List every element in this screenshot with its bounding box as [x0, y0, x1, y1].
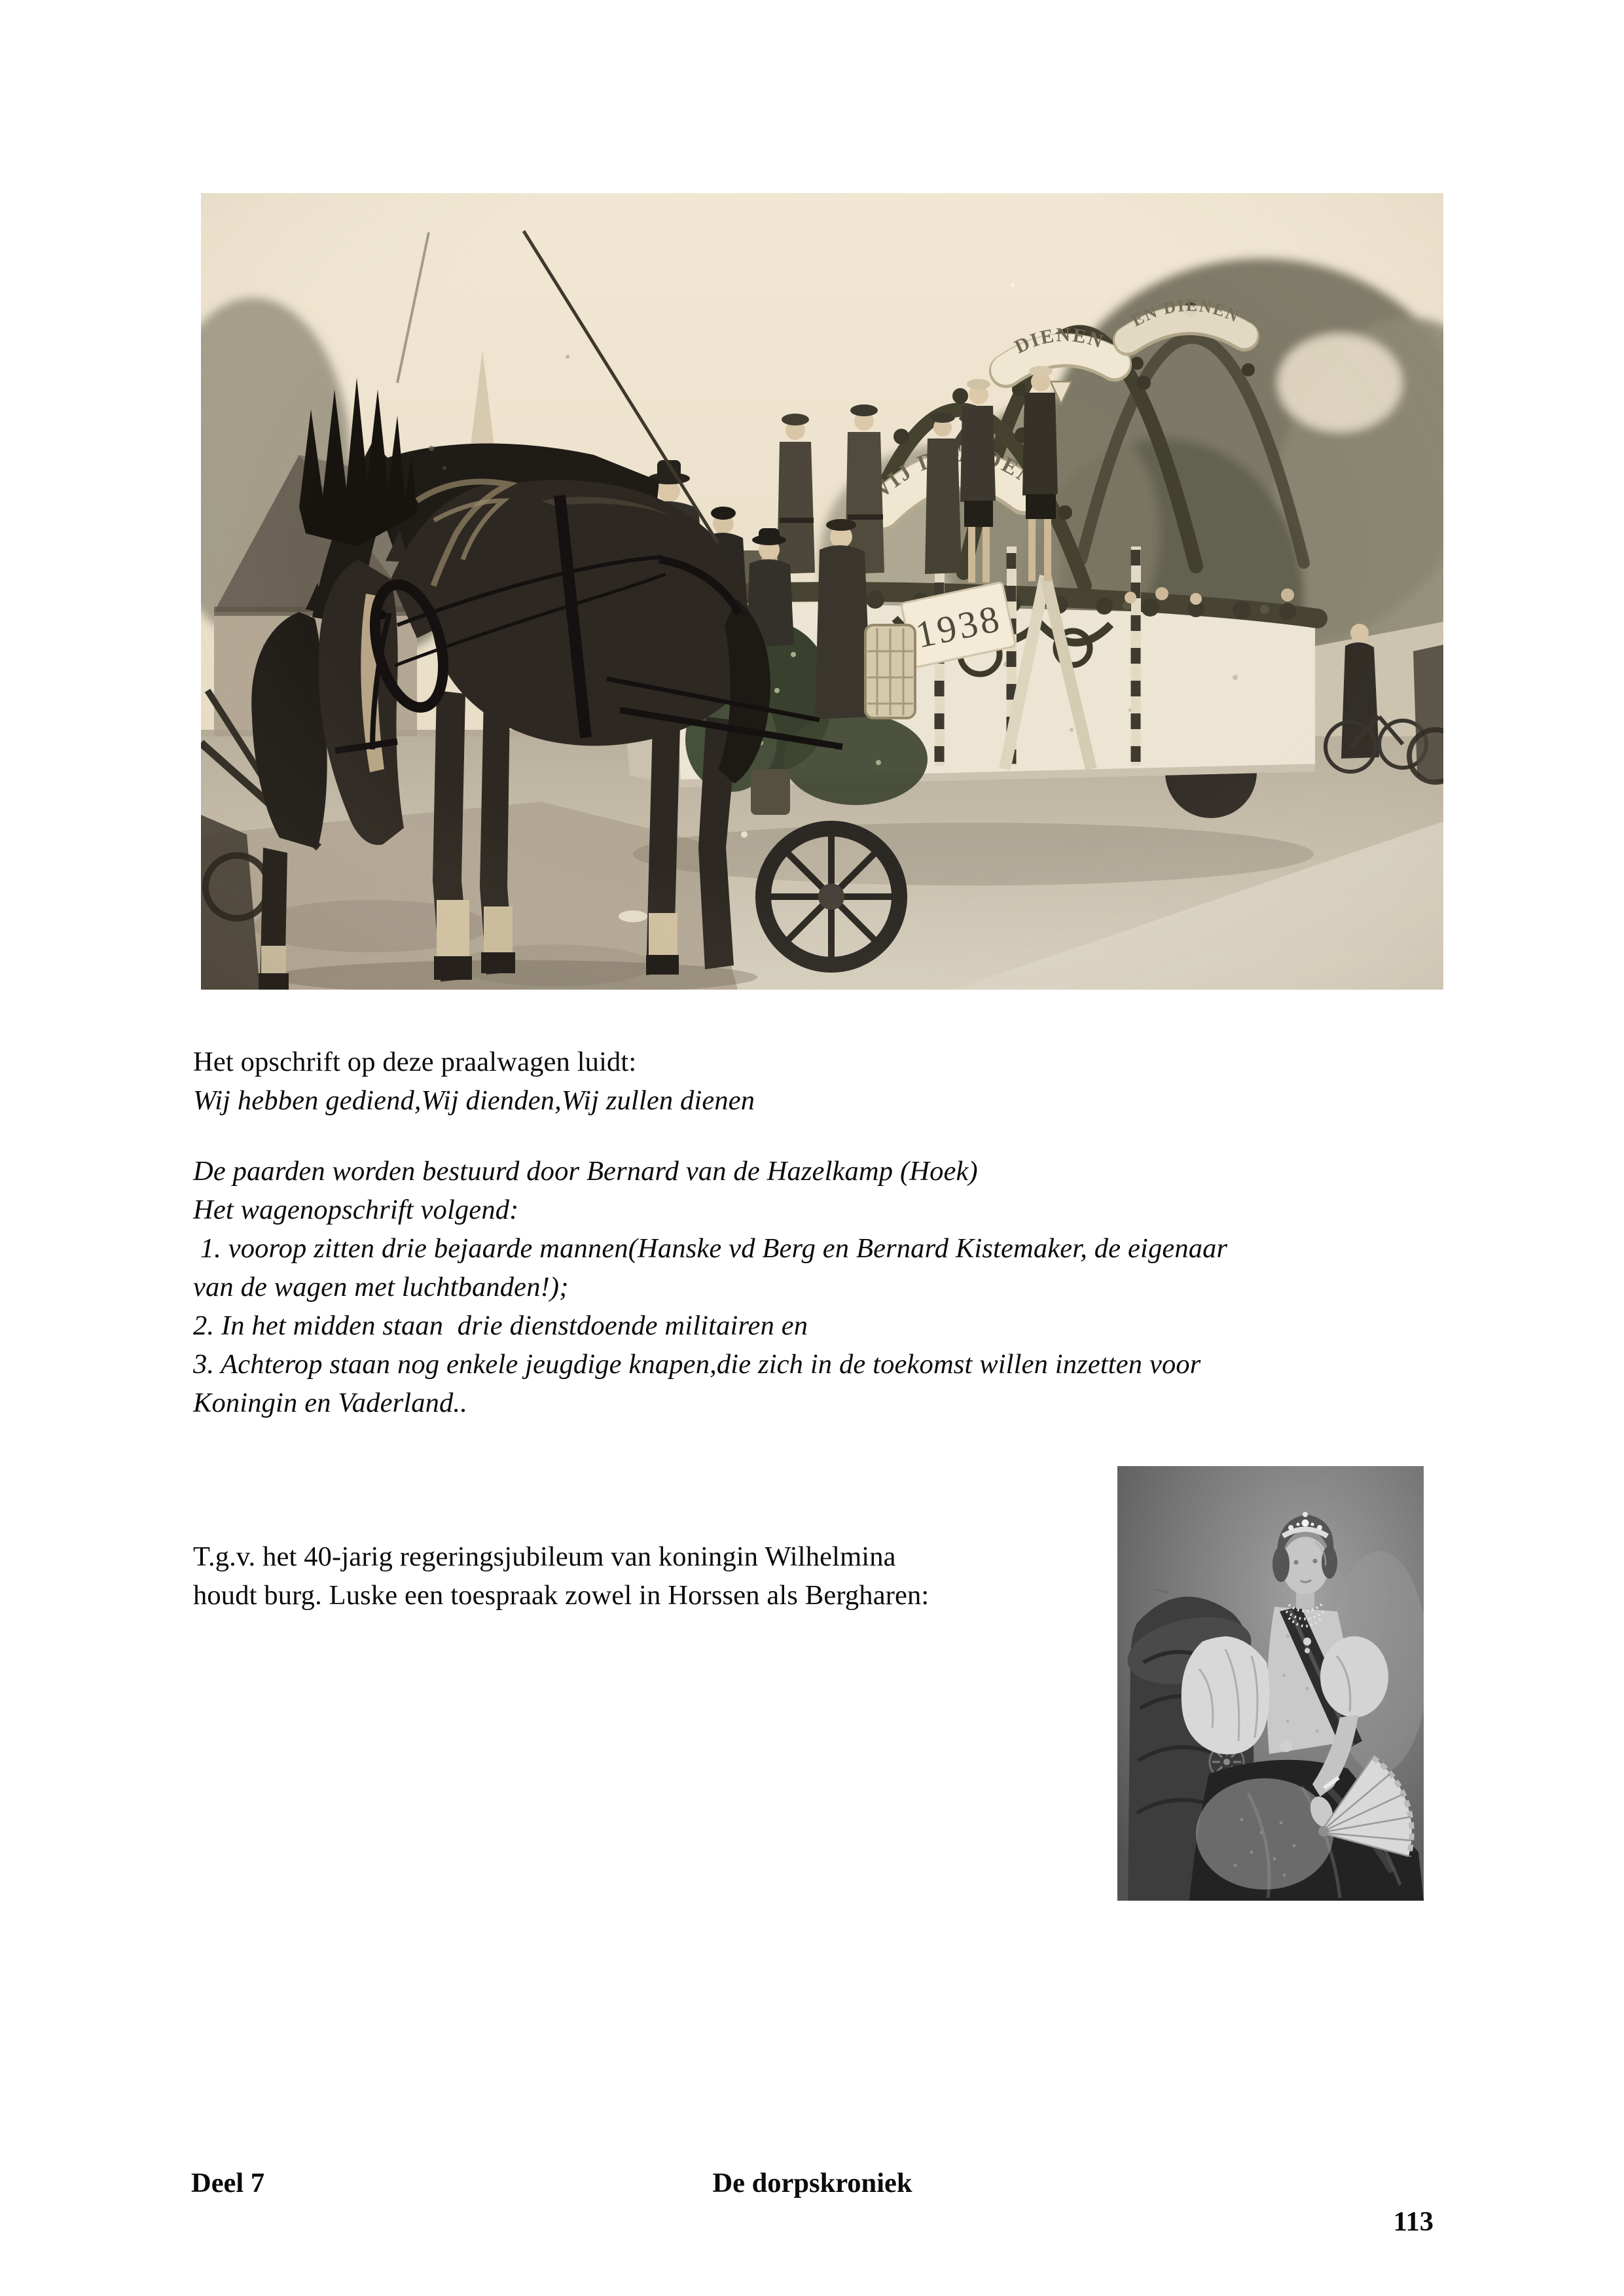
caption-paragraph	[193, 1043, 1496, 1120]
photo-vignette	[201, 193, 1443, 990]
description-line: 3. Achterop staan nog enkele jeugdige knapen,die zich in de toekomst willen inzetten voor	[193, 1349, 1201, 1380]
parade-photo	[201, 193, 1443, 990]
description-line: 1. voorop zitten drie bejaarde mannen(Hanske vd Berg en Bernard Kistemaker, de eigenaar	[193, 1233, 1228, 1264]
wilhelmina-portrait	[1117, 1466, 1424, 1901]
description-line: De paarden worden bestuurd door Bernard van de Hazelkamp (Hoek)	[193, 1156, 978, 1187]
lace-overlay	[1196, 1778, 1333, 1890]
brooch	[1280, 1740, 1292, 1752]
description-line: van de wagen met luchtbanden!);	[193, 1272, 569, 1302]
description-line: Koningin en Vaderland..	[193, 1388, 467, 1418]
puffed-sleeve-right	[1320, 1636, 1388, 1717]
description-line: Het wagenopschrift volgend:	[193, 1194, 519, 1225]
footer-part-label: Deel 7	[191, 2168, 265, 2198]
description-line: 2. In het midden staan drie dienstdoende militairen en	[193, 1310, 808, 1341]
page-number: 113	[1393, 2206, 1434, 2237]
caption-line: Wij hebben gediend,Wij dienden,Wij zullen dienen	[193, 1085, 755, 1116]
caption-line: Het opschrift op deze praalwagen luidt:	[193, 1047, 637, 1077]
page-footer	[191, 2164, 1434, 2237]
puffed-sleeve-left	[1182, 1636, 1270, 1754]
footer-title: De dorpskroniek	[712, 2168, 912, 2198]
description-paragraph	[193, 1152, 1496, 1422]
jubilee-line: houdt burg. Luske een toespraak zowel in Horssen als Bergharen:	[193, 1580, 929, 1611]
jubilee-line: T.g.v. het 40-jarig regeringsjubileum van koningin Wilhelmina	[193, 1541, 896, 1572]
